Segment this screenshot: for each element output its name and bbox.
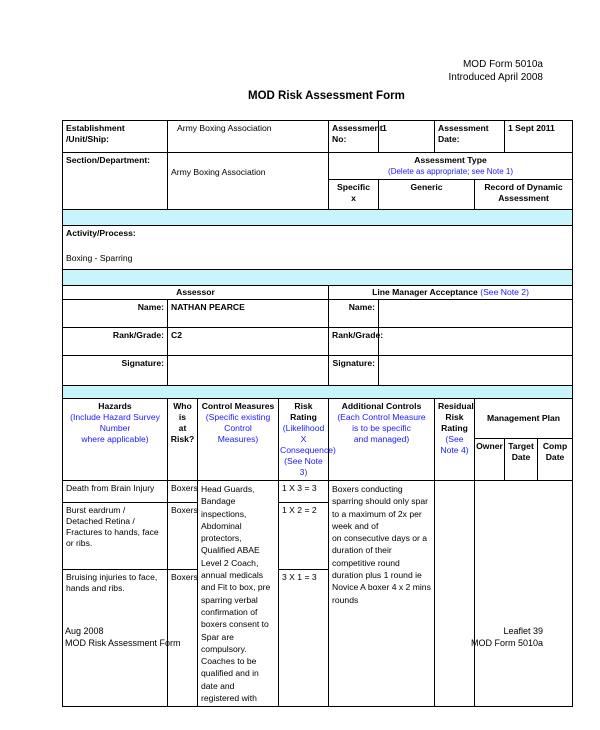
management-plan-cell: [475, 481, 573, 707]
assessor-heading-row: [63, 286, 573, 300]
separator-bar: [63, 210, 573, 226]
establishment-label: Establishment /Unit/Ship:: [63, 121, 168, 153]
assessor-signature-label: Signature:: [63, 356, 168, 386]
activity-value: Boxing - Sparring: [66, 253, 133, 263]
manager-name-label: Name:: [329, 300, 379, 328]
col-target-date: Target Date: [505, 438, 538, 480]
col-hazards: Hazards (Include Hazard Survey Number where applicable): [63, 399, 168, 481]
who-cell: Boxers: [168, 570, 198, 707]
manager-signature-value: [379, 356, 573, 386]
rating-cell: 1 X 2 = 2: [279, 502, 329, 569]
type-generic: Generic: [379, 180, 475, 210]
additional-controls-cell: Boxers conducting sparring should only spar to a maximum of 2x per week and of on consecutive days or a duration of their competitive round duration plus 1 round ie Novice A boxer 4 x 2 mins rounds: [329, 481, 435, 707]
col-management-plan: Management Plan: [475, 399, 573, 439]
assessment-type: Assessment Type (Delete as appropriate; see Note 1): [329, 153, 573, 180]
col-owner: Owner: [475, 438, 505, 480]
rating-cell: 3 X 1 = 3: [279, 570, 329, 707]
assessor-heading: Assessor: [63, 286, 329, 300]
page-title: MOD Risk Assessment Form: [248, 90, 405, 102]
col-controls: Control Measures (Specific existing Control Measures): [198, 399, 279, 481]
residual-risk-cell: [435, 481, 475, 707]
manager-rank-value: [379, 328, 573, 356]
col-additional-controls: Additional Controls (Each Control Measure is to be specific and managed): [329, 399, 435, 481]
footer-form-name: MOD Risk Assessment Form: [65, 638, 181, 648]
controls-cell: Head Guards, Bandage inspections, Abdominal protectors, Qualified ABAE Level 2 Coach, annual medicals and Fit to box, pre sparring verbal confirmation of boxers consent to Spar are compulsory. Coaches to be qualified and in date and registered with: [198, 481, 279, 707]
assessor-rank-row: [63, 328, 573, 356]
footer-form-number: MOD Form 5010a: [470, 638, 543, 648]
activity-label: Activity/Process:: [66, 228, 136, 238]
hazard-cell: Burst eardrum / Detached Retina / Fractures to hands, face or ribs.: [63, 502, 168, 569]
col-risk-rating: Risk Rating (Likelihood X Consequence) (See Note 3): [279, 399, 329, 481]
type-dynamic: Record of Dynamic Assessment: [475, 180, 573, 210]
line-manager-heading: Line Manager Acceptance (See Note 2): [329, 286, 573, 300]
footer-leaflet: Leaflet 39: [503, 626, 543, 636]
assessment-date-value: 1 Sept 2011: [505, 121, 573, 153]
section-label: Section/Department:: [63, 153, 168, 210]
footer-right: [471, 625, 543, 649]
form-reference: [448, 58, 543, 84]
section-row: [63, 153, 573, 180]
assessment-date-label: Assessment Date:: [435, 121, 505, 153]
hazard-header-row: [63, 399, 573, 439]
footer-date: Aug 2008: [65, 626, 104, 636]
assessor-rank-label: Rank/Grade:: [63, 328, 168, 356]
assessment-number-label: Assessment No:: [329, 121, 379, 153]
separator-bar: [63, 386, 573, 399]
assessor-signature-value: [168, 356, 329, 386]
establishment-row: [63, 121, 573, 153]
hazard-cell: Death from Brain Injury: [63, 481, 168, 503]
manager-rank-label: Rank/Grade:: [329, 328, 379, 356]
establishment-value: Army Boxing Association: [168, 121, 329, 153]
col-who: Who is at Risk?: [168, 399, 198, 481]
assessor-name-label: Name:: [63, 300, 168, 328]
activity-cell: [63, 226, 573, 270]
form-number: MOD Form 5010a: [462, 59, 543, 70]
type-specific: Specific x: [329, 180, 379, 210]
rating-cell: 1 X 3 = 3: [279, 481, 329, 503]
hazard-cell: Bruising injuries to face, hands and ribs.: [63, 570, 168, 707]
assessment-number-value: 1: [379, 121, 435, 153]
assessor-name-value: NATHAN PEARCE: [168, 300, 329, 328]
risk-assessment-form: [62, 120, 573, 707]
introduced-date: Introduced April 2008: [448, 72, 543, 83]
section-value: Army Boxing Association: [168, 153, 329, 210]
col-residual-risk: Residual Risk Rating (See Note 4): [435, 399, 475, 481]
footer-left: [65, 625, 181, 649]
table-row: [63, 481, 573, 503]
manager-signature-label: Signature:: [329, 356, 379, 386]
assessor-signature-row: [63, 356, 573, 386]
activity-row: [63, 226, 573, 270]
assessor-name-row: [63, 300, 573, 328]
separator-bar: [63, 270, 573, 286]
who-cell: Boxers: [168, 481, 198, 503]
col-comp-date: Comp Date: [538, 438, 573, 480]
assessor-rank-value: C2: [168, 328, 329, 356]
manager-name-value: [379, 300, 573, 328]
who-cell: Boxers: [168, 502, 198, 569]
